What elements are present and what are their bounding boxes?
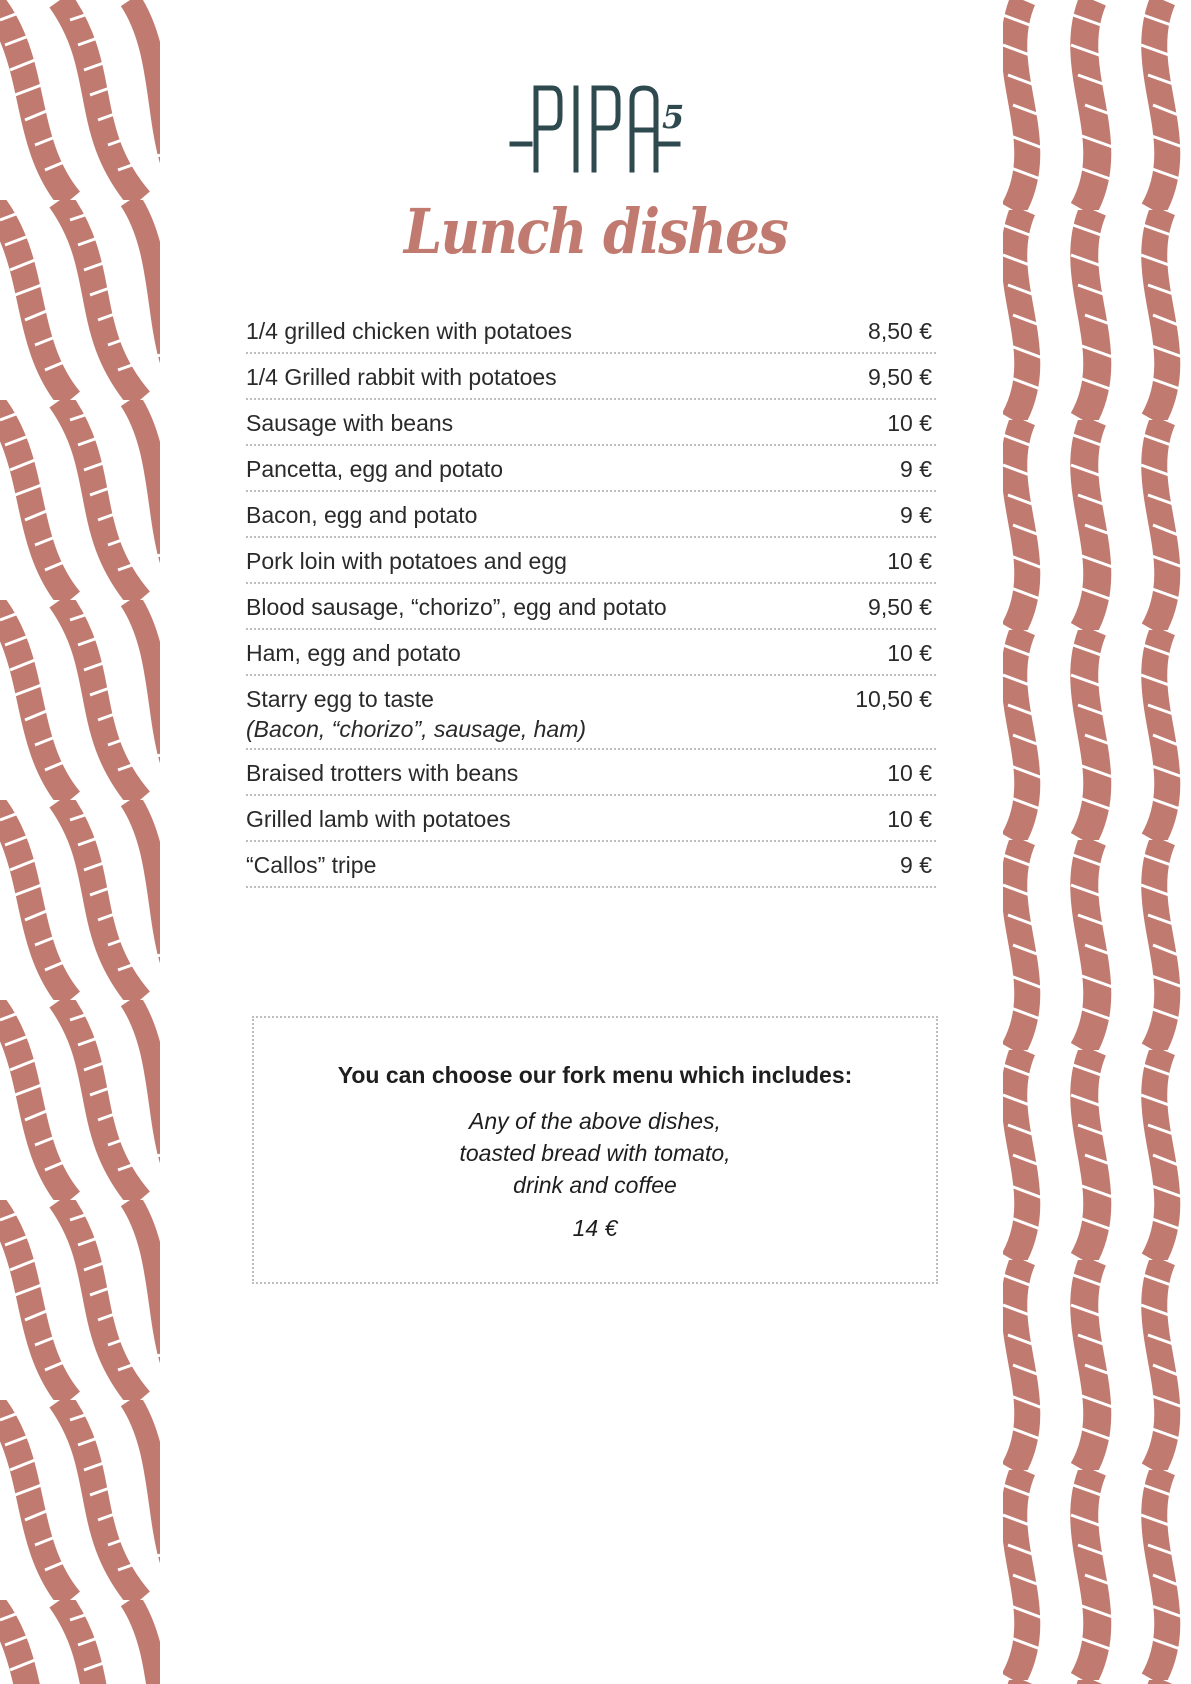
- menu-item: [246, 538, 936, 584]
- dish-name: “Callos” tripe: [246, 852, 377, 878]
- menu-item: [246, 584, 936, 630]
- fork-menu-line: toasted bread with tomato,: [459, 1140, 731, 1166]
- brand-logo: [500, 78, 690, 178]
- fork-menu-line: Any of the above dishes,: [469, 1108, 721, 1134]
- dish-name: 1/4 Grilled rabbit with potatoes: [246, 364, 557, 390]
- dish-name: Blood sausage, “chorizo”, egg and potato: [246, 594, 667, 620]
- menu-item: [246, 750, 936, 796]
- menu-item: [246, 400, 936, 446]
- dish-price: 9 €: [900, 502, 932, 528]
- dish-price: 10 €: [887, 760, 932, 786]
- dish-note: (Bacon, “chorizo”, sausage, ham): [246, 716, 587, 742]
- dish-name-with-note: [246, 686, 586, 743]
- dish-price: 10 €: [887, 410, 932, 436]
- dish-price: 8,50 €: [868, 318, 932, 344]
- dish-name: Sausage with beans: [246, 410, 454, 436]
- menu-item: [246, 796, 936, 842]
- dish-price: 10 €: [887, 640, 932, 666]
- dish-price: 10,50 €: [855, 686, 932, 712]
- dish-price: 9,50 €: [868, 594, 932, 620]
- menu-item: [246, 354, 936, 400]
- menu-item: [246, 842, 936, 888]
- dish-name: Grilled lamb with potatoes: [246, 806, 511, 832]
- dish-name: Pancetta, egg and potato: [246, 456, 504, 482]
- dish-price: 9 €: [900, 852, 932, 878]
- menu-item: [246, 492, 936, 538]
- menu-item: [246, 308, 936, 354]
- dish-name: Starry egg to taste: [246, 686, 434, 712]
- dish-name: Bacon, egg and potato: [246, 502, 478, 528]
- pipa-logo-icon: [500, 78, 690, 178]
- dish-name: Ham, egg and potato: [246, 640, 461, 666]
- menu-list: [246, 308, 936, 888]
- fork-menu-heading: You can choose our fork menu which includes:: [337, 1062, 853, 1088]
- menu-item: [246, 676, 936, 750]
- menu-item: [246, 630, 936, 676]
- dish-name: Pork loin with potatoes and egg: [246, 548, 567, 574]
- fork-menu-box: [252, 1016, 938, 1284]
- fork-menu-price: 14 €: [572, 1215, 618, 1241]
- dish-price: 10 €: [887, 548, 932, 574]
- dish-price: 10 €: [887, 806, 932, 832]
- dish-name: 1/4 grilled chicken with potatoes: [246, 318, 573, 344]
- dish-name: Braised trotters with beans: [246, 760, 519, 786]
- menu-item: [246, 446, 936, 492]
- fork-menu-includes: [254, 1105, 936, 1201]
- dish-price: 9,50 €: [868, 364, 932, 390]
- fork-menu-line: drink and coffee: [513, 1172, 677, 1198]
- dish-price: 9 €: [900, 456, 932, 482]
- svg-text:5: 5: [662, 98, 685, 136]
- page-title: Lunch dishes: [403, 195, 788, 268]
